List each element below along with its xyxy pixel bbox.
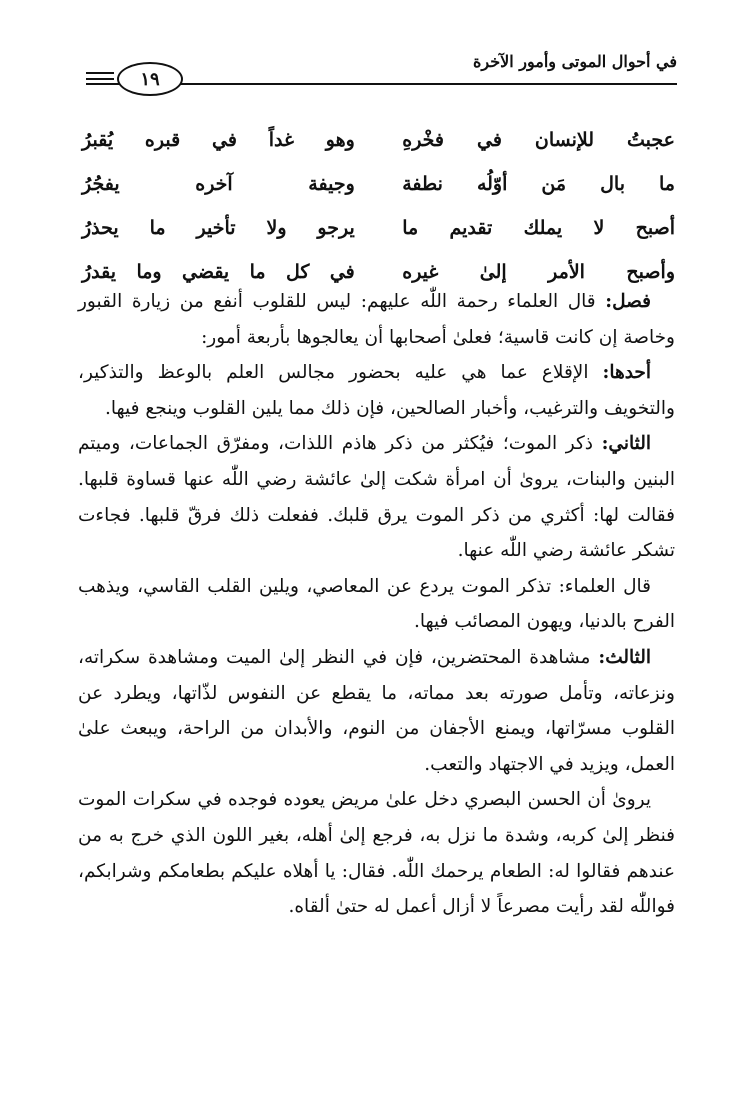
header-double-dash-top [86,72,114,74]
paragraph-text: قال العلماء: تذكر الموت يردع عن المعاصي، ويلين القلب القاسي، ويذهب الفرح بالدنيا، ويهون المصائب فيها. [78,575,675,633]
body-text [78,284,675,925]
page-number-text: ١٩ [140,68,160,90]
paragraph-third [78,640,675,782]
paragraph-text: مشاهدة المحتضرين، فإن في النظر إلىٰ الميت ومشاهدة سكراته، ونزعاته، وتأمل صورته بعد مماته، ما يقطع عن النفوس لذّاتها، ويطرد عن القلوب مسرّاتها، ويمنع الأجفان من النوم، والأبدان من الراحة، ويبعث علىٰ العمل، ويزيد في الاجتهاد والتعب. [78,646,675,775]
verse-second-hemistich: في كل ما يقضي وما يقدرُ [82,261,355,283]
verse-first-hemistich: ما بال مَن أوّلُه نطفة [402,173,675,195]
verse-first-hemistich: أصبح لا يملك تقديم ما [402,217,675,239]
verse-second-hemistich: وهو غداً في قبره يُقبرُ [82,129,355,151]
paragraph-first [78,355,675,426]
paragraph-text: قال العلماء رحمة اللّٰه عليهم: ليس للقلوب أنفع من زيارة القبور وخاصة إن كانت قاسية؛ فعلىٰ أصحابها أن يعالجوها بأربعة أمور: [78,291,675,348]
poem-verse [82,206,675,250]
paragraph-text: الإقلاع عما هي عليه بحضور مجالس العلم بالوعظ والتذكير، والتخويف والترغيب، وأخبار الصالحين، فإن ذلك مما يلين القلوب وينجع فيها. [78,362,675,419]
poem-verse [82,118,675,162]
paragraph-hasan-basri [78,782,675,924]
header-double-dash-bottom [86,78,114,80]
paragraph-text: يروىٰ أن الحسن البصري دخل علىٰ مريض يعوده فوجده في سكرات الموت فنظر إلىٰ كربه، وشدة ما نزل به، فرجع إلىٰ أهله، بغير اللون الذي خرج به من عندهم فقالوا له: الطعام يرحمك اللّٰه. فقال: يا أهلاه عليكم بطعامكم وشرابكم، فواللّٰه لقد رأيت مصرعاً لا أزال أعمل له حتىٰ ألقاه. [78,789,675,918]
verse-second-hemistich: يرجو ولا تأخير ما يحذرُ [82,217,355,239]
paragraph-lead: أحدها: [602,362,651,384]
poem-block [82,118,675,294]
paragraph-lead: الثالث: [598,646,651,668]
paragraph-second [78,426,675,568]
paragraph-fasl [78,284,675,355]
running-header-title: في أحوال الموتى وأمور الآخرة [473,52,677,71]
verse-first-hemistich: عجبتُ للإنسان في فخْرهِ [402,129,675,151]
paragraph-text: ذكر الموت؛ فيُكثر من ذكر هاذم اللذات، ومفرّق الجماعات، وميتم البنين والبنات، يروىٰ أن امرأة شكت إلىٰ عائشة رضي اللّٰه عنها قساوة قلبها. فقالت لها: أكثري من ذكر الموت يرق قلبك. ففعلت ذلك فرقّ قلبها. فجاءت تشكر عائشة رضي اللّٰه عنها. [78,433,675,562]
page-number [117,62,183,96]
verse-first-hemistich: وأصبح الأمر إلىٰ غيره [402,261,675,283]
paragraph-scholars [78,569,675,640]
poem-verse [82,162,675,206]
paragraph-lead: فصل: [605,291,651,312]
paragraph-lead: الثاني: [601,433,651,455]
verse-second-hemistich: وجيفة آخره يفجُرُ [82,173,355,195]
